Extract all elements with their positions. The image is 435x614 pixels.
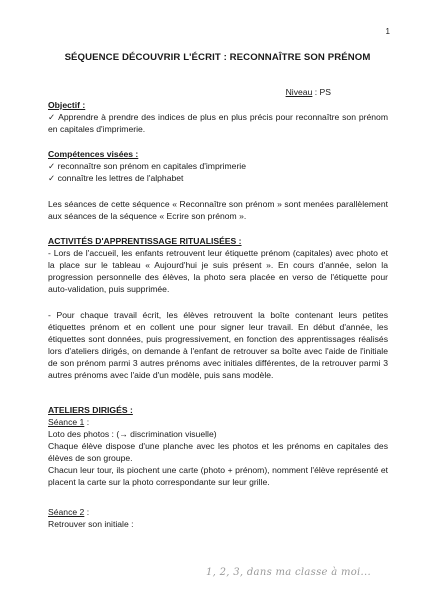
seance1-line: Chaque élève dispose d'une planche avec les photos et les prénoms en capitales des élèves de son groupe. — [48, 441, 388, 463]
seance2-section — [48, 506, 388, 530]
seance2-title — [48, 506, 388, 518]
objectif-section — [48, 99, 388, 135]
competence-item: ✓ connaître les lettres de l'alphabet — [48, 173, 184, 183]
competences-heading: Compétences visées : — [48, 149, 139, 159]
seance1-line: Loto des photos : (→ discrimination visuelle) — [48, 429, 217, 439]
seance2-label: Séance 2 — [48, 507, 85, 517]
intro-paragraph: Les séances de cette séquence « Reconnaître son prénom » sont menées parallèlement aux séances de la séquence « Ecrire son prénom ». — [48, 199, 388, 221]
activites-heading: ACTIVITÉS D'APPRENTISSAGE RITUALISÉES : — [48, 236, 242, 246]
competences-section — [48, 148, 388, 184]
activites-paragraph-accueil: - Lors de l'accueil, les enfants retrouvent leur étiquette prénom (capitales) avec photo et la place sur le tableau « Aujourd'hui je suis présent ». En cours d'année, selon la progression personnelle des élèves, la photo sera placée en verso de l'étiquette pour auto-validation, puis supprimée. — [48, 248, 388, 294]
activites-section — [48, 235, 388, 295]
seance1-colon: : — [84, 417, 90, 427]
ateliers-heading: ATELIERS DIRIGÉS : — [48, 405, 133, 415]
objectif-heading: Objectif : — [48, 100, 86, 110]
page-number: 1 — [385, 27, 390, 36]
level-value: : PS — [312, 87, 331, 97]
seance1-label: Séance 1 — [48, 417, 85, 427]
competence-item: ✓ reconnaître son prénom en capitales d'imprimerie — [48, 161, 246, 171]
level-line — [286, 87, 331, 97]
document-title: SÉQUENCE DÉCOUVRIR L'ÉCRIT : RECONNAÎTRE SON PRÉNOM — [64, 52, 371, 63]
seance2-colon: : — [84, 507, 90, 517]
level-label: Niveau — [285, 87, 313, 97]
activites-paragraph-travail-ecrit: - Pour chaque travail écrit, les élèves retrouvent la boîte contenant leurs petites étiquettes prénom et en collent une pour signer leur travail. En début d'année, les étiquettes sont données, puis progressivement, en fonction des apprentissages réalisés lors d'ateliers dirigés, on demande à l'enfant de retrouver sa boîte avec l'aide de l'initiale de son prénom parmi 3 autres prénoms avec initiales différentes, de la retrouver parmi 3 autres prénoms avec l'aide d'un modèle, puis sans modèle. — [48, 310, 388, 380]
seance1-title — [48, 416, 388, 428]
footer-brand-logo: 1, 2, 3, dans ma classe à moi... — [206, 567, 371, 578]
ateliers-section — [48, 404, 388, 488]
seance2-line: Retrouver son initiale : — [48, 519, 134, 529]
seance1-line: Chacun leur tour, ils piochent une carte (photo + prénom), nomment l'élève représenté et placent la carte sur la photo correspondante sur leur grille. — [48, 465, 388, 487]
objectif-text: ✓ Apprendre à prendre des indices de plus en plus précis pour reconnaître son prénom en capitales d'imprimerie. — [48, 112, 388, 134]
